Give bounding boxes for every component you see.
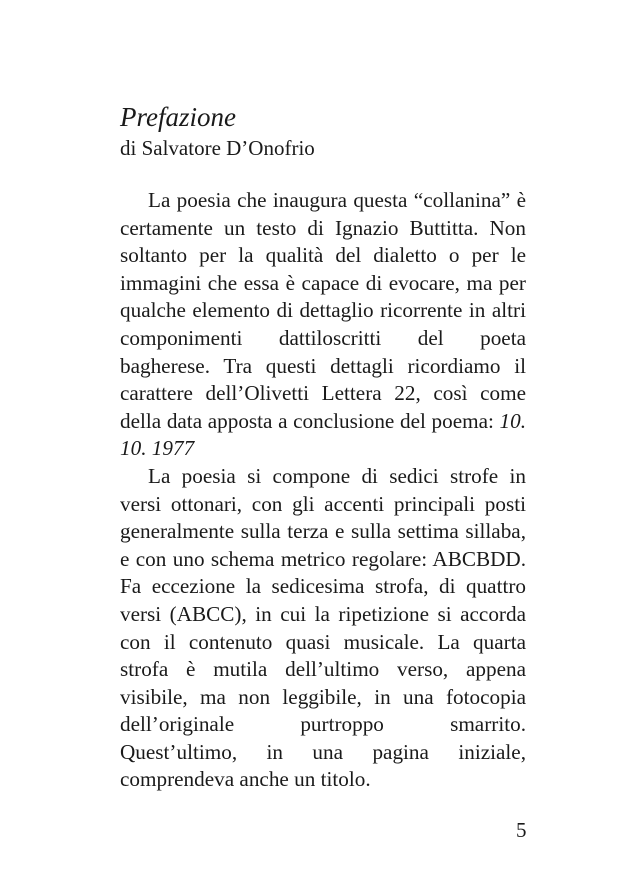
date-reference: 10. 10. 1977 [120,408,526,461]
body-text [120,187,526,794]
paragraph-1 [120,187,526,463]
paragraph-1-text: La poesia che inaugura questa “collanina” è certamente un testo di Ignazio Buttitta. Non soltanto per la qualità del dialetto o per le immagini che essa è capace di evocare, ma per qualche elemento di dettaglio ricorrente in altri componimenti dattiloscritti del poeta bagherese. Tra questi dettagli ricordiamo il carattere dell’Olivetti Lettera 22, così come della data apposta a conclusione del poema: [120,188,526,433]
paragraph-2: La poesia si compone di sedici strofe in versi ottonari, con gli accenti principali posti generalmente sulla terza e sulla settima sillaba, e con uno schema metrico regolare: ABCBDD. Fa eccezione la sedicesima strofa, di quattro versi (ABCC), in cui la ripetizione si accorda con il contenuto quasi musicale. La quarta strofa è mutila dell’ultimo verso, appena visibile, ma non leggibile, in una fotocopia dell’originale purtroppo smarrito. Quest’ultimo, in una pagina iniziale, comprendeva anche un titolo. [120,463,526,792]
page-number: 5 [516,818,527,842]
section-title: Prefazione [120,102,236,132]
author-line: di Salvatore D’Onofrio [120,136,315,160]
